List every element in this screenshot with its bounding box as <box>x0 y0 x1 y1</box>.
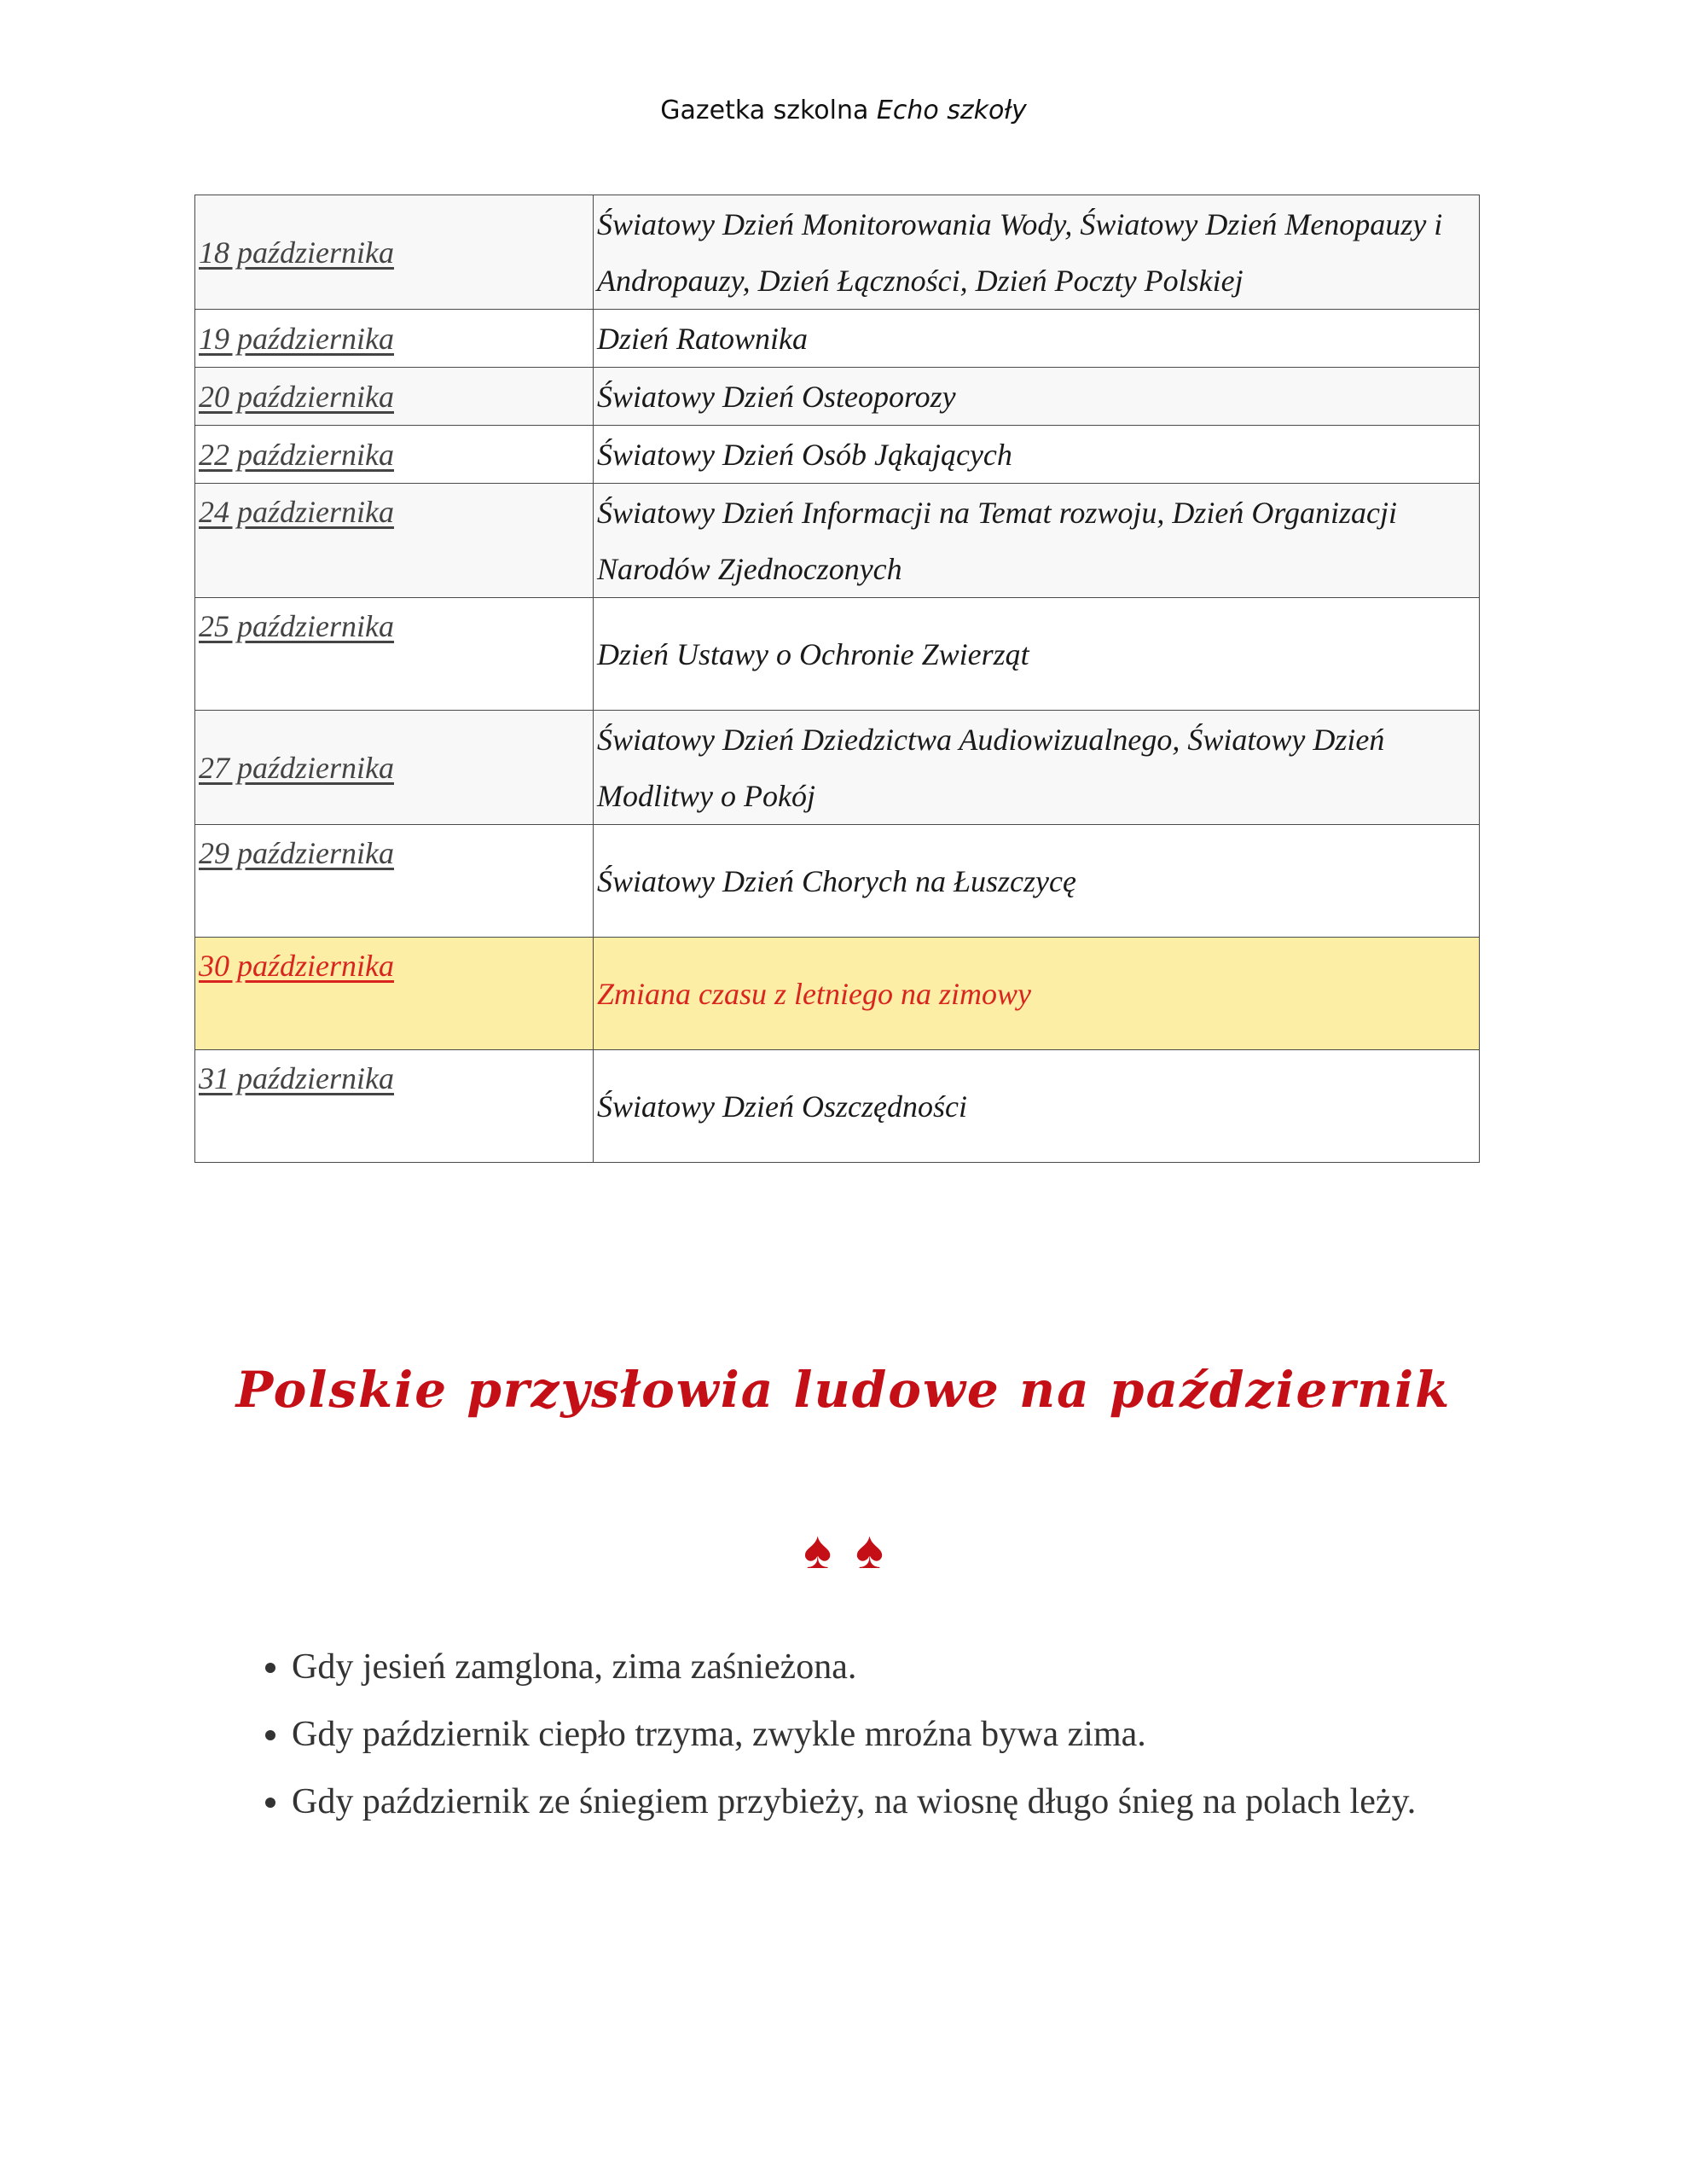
event-name-cell: Dzień Ratownika <box>594 310 1480 368</box>
date-cell[interactable] <box>195 426 594 484</box>
date-cell[interactable] <box>195 1050 594 1163</box>
date-link[interactable]: 19 października <box>199 321 394 356</box>
date-cell[interactable] <box>195 368 594 426</box>
date-cell[interactable] <box>195 825 594 938</box>
table-row <box>195 310 1480 368</box>
date-cell[interactable] <box>195 484 594 598</box>
table-row <box>195 825 1480 938</box>
event-name-cell: Światowy Dzień Chorych na Łuszczycę <box>594 825 1480 938</box>
table-row-highlighted <box>195 938 1480 1050</box>
date-cell[interactable] <box>195 598 594 711</box>
date-link[interactable]: 31 października <box>199 1061 394 1095</box>
date-link[interactable]: 20 października <box>199 379 394 414</box>
date-cell[interactable] <box>195 938 594 1050</box>
newspaper-label: Gazetka szkolna <box>660 96 877 125</box>
event-name-cell: Światowy Dzień Informacji na Temat rozwoju, Dzień Organizacji Narodów Zjednoczonych <box>594 484 1480 598</box>
event-name-cell: Dzień Ustawy o Ochronie Zwierząt <box>594 598 1480 711</box>
event-name-cell: Światowy Dzień Osteoporozy <box>594 368 1480 426</box>
date-link[interactable]: 30 października <box>199 949 394 983</box>
event-name-cell: Światowy Dzień Oszczędności <box>594 1050 1480 1163</box>
spade-ornament <box>0 1521 1687 1582</box>
table-row <box>195 195 1480 310</box>
event-name-cell: Zmiana czasu z letniego na zimowy <box>594 938 1480 1050</box>
event-name-cell: Światowy Dzień Monitorowania Wody, Światowy Dzień Menopauzy i Andropauzy, Dzień Łączności, Dzień Poczty Polskiej <box>594 195 1480 310</box>
spade-icon: ♠ <box>855 1522 884 1580</box>
date-link[interactable]: 22 października <box>199 437 394 472</box>
spade-icon: ♠ <box>803 1522 832 1580</box>
list-item: • Gdy październik ze śniegiem przybieży, na wiosnę długo śnieg na polach leży. <box>292 1780 1520 1824</box>
date-cell[interactable] <box>195 711 594 825</box>
date-link[interactable]: 24 października <box>199 495 394 529</box>
table-row <box>195 426 1480 484</box>
newspaper-title: Echo szkoły <box>876 96 1027 125</box>
table-row <box>195 598 1480 711</box>
event-name-cell: Światowy Dzień Osób Jąkających <box>594 426 1480 484</box>
list-item: • Gdy październik ciepło trzyma, zwykle mroźna bywa zima. <box>292 1712 1520 1757</box>
table-row <box>195 711 1480 825</box>
date-link[interactable]: 27 października <box>199 750 394 785</box>
proverbs-heading: Polskie przysłowia ludowe na październik <box>235 1361 1452 1419</box>
date-cell[interactable] <box>195 195 594 310</box>
proverbs-list <box>247 1645 1520 1847</box>
events-table <box>194 195 1480 1163</box>
event-name-cell: Światowy Dzień Dziedzictwa Audiowizualnego, Światowy Dzień Modlitwy o Pokój <box>594 711 1480 825</box>
table-row <box>195 1050 1480 1163</box>
list-item: • Gdy jesień zamglona, zima zaśnieżona. <box>292 1645 1520 1689</box>
date-link[interactable]: 29 października <box>199 836 394 870</box>
table-row <box>195 484 1480 598</box>
table-row <box>195 368 1480 426</box>
page-header <box>0 96 1687 125</box>
date-link[interactable]: 25 października <box>199 609 394 643</box>
date-cell[interactable] <box>195 310 594 368</box>
date-link[interactable]: 18 października <box>199 235 394 270</box>
